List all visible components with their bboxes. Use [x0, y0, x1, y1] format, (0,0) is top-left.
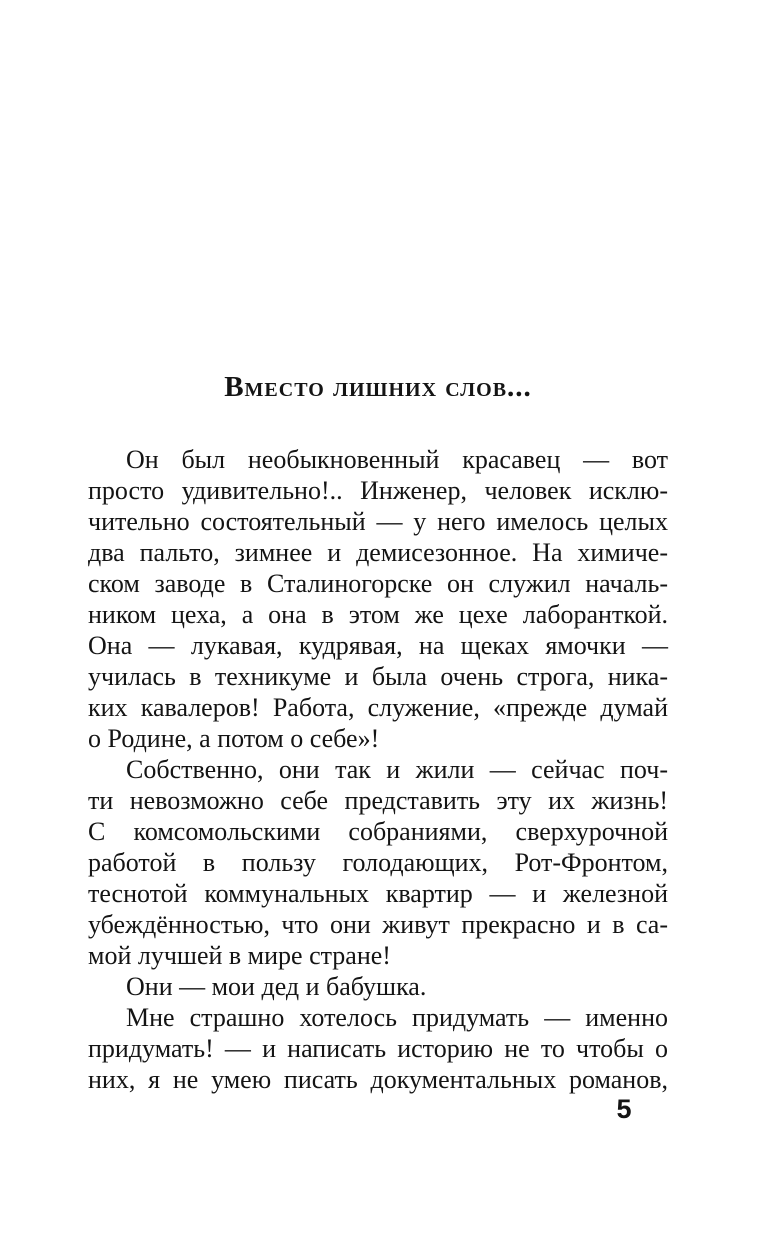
text-line: ском заводе в Сталиногорске он служил началь-	[88, 569, 668, 598]
text-block	[88, 444, 668, 1095]
text-line: С комсомольскими собраниями, сверхурочной	[88, 817, 668, 846]
text-line: теснотой коммунальных квартир — и железной	[88, 879, 668, 908]
text-line: убеждённостью, что они живут прекрасно и в са-	[88, 910, 668, 939]
text-line: Он был необыкновенный красавец — вот	[126, 445, 668, 474]
text-line: Она — лукавая, кудрявая, на щеках ямочки —	[88, 631, 668, 660]
text-line: работой в пользу голодающих, Рот-Фронтом,	[88, 848, 668, 877]
chapter-heading: Вместо лишних слов...	[224, 371, 532, 403]
text-line: ником цеха, а она в этом же цехе лаборанткой.	[88, 600, 668, 629]
text-line: училась в техникуме и была очень строга, ника-	[88, 662, 668, 691]
text-line: о Родине, а потом о себе»!	[88, 724, 380, 753]
text-line: придумать! — и написать историю не то чтобы о	[88, 1034, 668, 1063]
page-number: 5	[616, 1094, 632, 1124]
text-line: них, я не умею писать документальных романов,	[88, 1065, 668, 1094]
text-line: чительно состоятельный — у него имелось целых	[88, 507, 668, 536]
text-line: два пальто, зимнее и демисезонное. На химиче-	[88, 538, 668, 567]
text-line: Мне страшно хотелось придумать — именно	[126, 1003, 668, 1032]
text-line: мой лучшей в мире стране!	[88, 941, 391, 970]
text-line: Они — мои дед и бабушка.	[126, 972, 427, 1001]
text-line: Собственно, они так и жили — сейчас поч-	[126, 755, 668, 784]
text-line: просто удивительно!.. Инженер, человек исклю-	[88, 476, 668, 505]
text-line: ких кавалеров! Работа, служение, «прежде думай	[88, 693, 668, 722]
text-line: ти невозможно себе представить эту их жизнь!	[88, 786, 668, 815]
